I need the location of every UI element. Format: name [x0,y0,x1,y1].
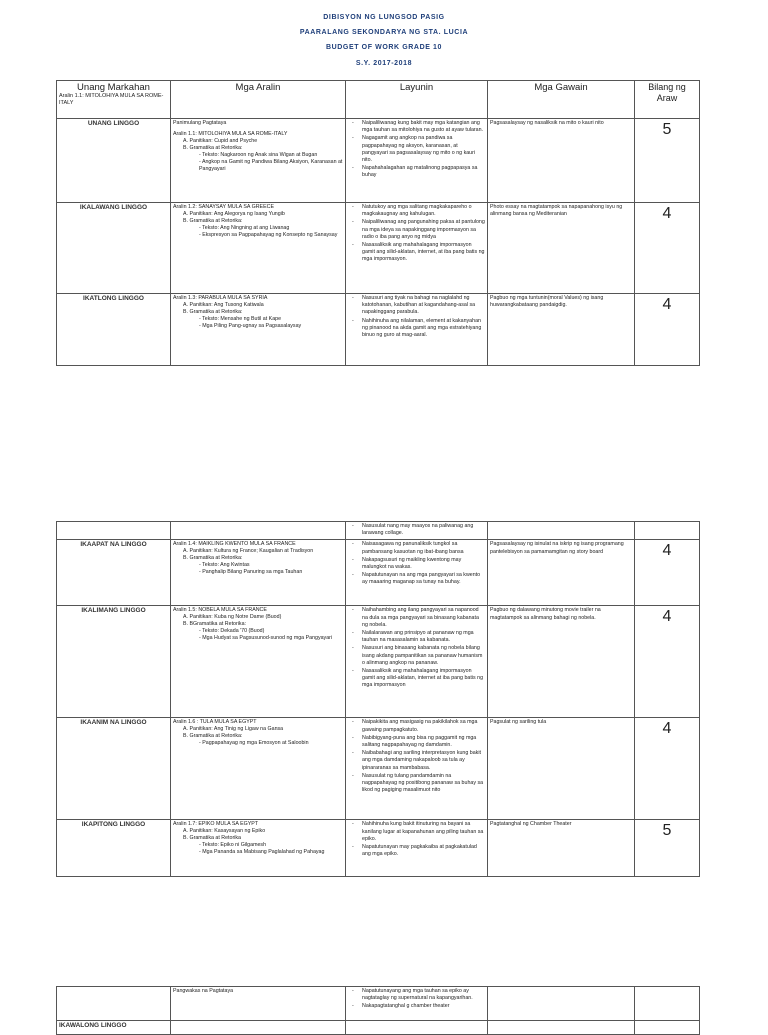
week-label: IKATLONG LINGGO [57,294,171,366]
empty-cell [488,987,635,1021]
col-header-quarter-sub: Aralin 1.1: MITOLOHIYA MULA SA ROME-ITALY [59,93,164,106]
lesson-cell: Aralin 1.6 : TULA MULA SA EGYPT A. Panitikan: Ang Tinig ng Ligaw na Gansa B. Gramatika at Retorika: - Pagpapahayag ng mga Emosyon at Saloobin [171,718,346,820]
days-cell: 4 [635,540,700,606]
budget-table-page3 [56,986,700,1035]
table-row [57,987,700,1021]
table-row [57,119,700,203]
objective-item: - Nasusulat ng tulang pandamdamin na nagpapahayag ng positibong pananaw sa buhay sa likod ng pagiging masalimuot nito [348,773,485,795]
objective-item: - Naipakikita ang masigasig na pakikilahok sa mga gawaing pampagkatuto. [348,719,485,733]
col-header-quarter: Unang Markahan Aralin 1.1: MITOLOHIYA MULA SA ROME-ITALY [57,81,171,119]
table-row [57,540,700,606]
objectives-cell [346,119,488,203]
lesson-cell: Aralin 1.7: EPIKO MULA SA EGYPT A. Panitikan: Kasaysayan ng Epiko B. Gramatika at Retorika - Teksto: Epiko ni Gilgamesh - Mga Pananda sa Mabisang Paglalahad ng Pahayag [171,820,346,877]
activity-cell: Pagsasalaysay ng nasaliksik na mito o kauri nito [488,119,635,203]
objective-item: - Napatutunayang ang mga tauhan sa epiko ay nagtataglay ng supernatural na kapangyarihan. [348,988,485,1002]
school-title: PAARALANG SEKONDARYA NG STA. LUCIA [299,29,469,36]
objective-item: - Nasusuri ang binasang kabanata ng nobela bilang isang akdang pampanitikan sa pananaw humanism o alinmang angkop na pananaw. [348,645,485,667]
objective-item: - Naibabahagi ang sariling interpretasyon kung bakit ang mga damdaming nakapaloob sa tula ay ipinararanas sa mambabasa. [348,750,485,772]
empty-cell [171,1021,346,1035]
empty-cell [57,522,171,540]
objective-item: - Nailalarawan ang prinsipyo at pananaw ng mga tauhan na masasalamin sa kabanata. [348,630,485,644]
col-header-lessons: Mga Aralin [171,81,346,119]
school-year: S.Y. 2017-2018 [355,60,413,67]
empty-cell [488,1021,635,1035]
activity-cell: Pagbuo ng dalawang minutong movie trailer na magtatampok sa alinmang bahagi ng nobela. [488,606,635,718]
activity-cell: Pagtatanghal ng Chamber Theater [488,820,635,877]
objectives-cell [346,718,488,820]
days-cell: 5 [635,119,700,203]
objective-item: - Naisasagawa ng panunaliksik tungkol sa pambansang kasuotan ng ibat-ibang bansa [348,541,485,555]
document-title: BUDGET OF WORK GRADE 10 [325,44,443,51]
col-header-activities: Mga Gawain [488,81,635,119]
objective-item: - Nagagamit ang angkop na pandiwa sa pagpapahayag ng aksyon, karanasan, at pangyayari sa pagsasalaysay ng mito o ng kauri nito. [348,135,485,164]
empty-cell [635,987,700,1021]
empty-cell [171,522,346,540]
table-row [57,820,700,877]
objective-item: - Nasasaliksik ang mahahalagang impormasyon gamit ang silid-aklatan, internet, at iba pang batis ng mga impormasyon. [348,242,485,264]
objective-item: - Naihahambing ang ilang pangyayari sa napanood na dula sa mga pangyayari sa binasang kabanata ng nobela. [348,607,485,629]
objective-item: - Napahahalagahan ag matalinong pagpapasya sa buhay [348,165,485,179]
objectives-cell [346,820,488,877]
table-row [57,522,700,540]
lesson-cell: Pangwakas na Pagtataya [171,987,346,1021]
days-cell: 5 [635,820,700,877]
week-label: IKALAWANG LINGGO [57,203,171,294]
objective-item: - Napatutunayan may pagkakaiba at pagkakatulad ang mga epiko. [348,844,485,858]
objectives-cell [346,987,488,1021]
empty-cell [57,987,171,1021]
table-row [57,294,700,366]
lesson-cell: Aralin 1.2: SANAYSAY MULA SA GREECE A. Panitikan: Ang Alegorya ng Isang Yungib B. Gramatika at Retorika: - Teksto: Ang Ningning at ang Liwanag - Ekspresyon sa Pagpapahayag ng Konsepto ng Sanaysay [171,203,346,294]
objective-item: - Nahihinuha kung bakit itinuturing na bayani sa kanilang lugar at kapanahunan ang piling tauhan sa epiko. [348,821,485,843]
objective-item: - Nasasaliksik ang mahahalagang impormasyon gamit ang silid-aklatan, internet at iba pang batis ng mga impormasyon [348,668,485,690]
week-label: IKAPITONG LINGGO [57,820,171,877]
empty-cell [635,1021,700,1035]
lesson-cell: Aralin 1.4: MAIKLING KWENTO MULA SA FRANCE A. Panitikan: Kultura ng France; Kaugalian at Tradisyon B. Gramatika at Retorika: - Teksto: Ang Kwintas - Panghalip Bilang Panuring sa mga Tauhan [171,540,346,606]
table-row [57,718,700,820]
table-row [57,606,700,718]
lesson-cell: Aralin 1.5: NOBELA MULA SA FRANCE A. Panitikan: Kuba ng Notre Dame (Buod) B. BGramatika at Retorika: - Teksto: Dekada '70 (Buod) - Mga Hudyat sa Pagsusunod-sunod ng mga Pangyayari [171,606,346,718]
objective-item: - Natutukoy ang mga salitang magkakapareho o magkakaugnay ang kahulugan. [348,204,485,218]
activity-cell: Photo essay na magtatampok sa napapanahong isyu ng alinmang bansa ng Mediteranian [488,203,635,294]
objectives-cell [346,522,488,540]
week-label: IKAWALONG LINGGO [57,1021,171,1035]
objective-item: - Nasusuri ang tiyak na bahagi na naglalahd ng katotohanan, kabutihan at kagandahang-asal sa napakinggang parabula. [348,295,485,317]
table-row [57,1021,700,1035]
empty-cell [488,522,635,540]
week-label: IKAAPAT NA LINGGO [57,540,171,606]
objective-item: - Nakapagtatanghal g chamber theater [348,1003,485,1010]
empty-cell [346,1021,488,1035]
lesson-cell: Panimulang Pagtataya Aralin 1.1: MITOLOHIYA MULA SA ROME-ITALY A. Panitikan: Cupid and Psyche B. Gramatika at Retorika: - Teksto: Nagkaroon ng Anak sina Wigan at Bugan - Angkop na Gamit ng Pandiwa Bilang Aksiyon, Karanasan at Pangyayari [171,119,346,203]
days-cell: 4 [635,294,700,366]
division-title: DIBISYON NG LUNGSOD PASIG [323,14,445,21]
week-label: UNANG LINGGO [57,119,171,203]
lesson-cell: Aralin 1.3: PARABULA MULA SA SYRIA A. Panitikan: Ang Tusong Katiwala B. Gramatika at Retorika: - Teksto: Mensahe ng Butil at Kape - Mga Piling Pang-ugnay sa Pagsasalaysay [171,294,346,366]
objective-item: - Nahihinuha ang nilalaman, element at kakanyahan ng pinanood na akda gamit ang mga estratehiyang binuo ng guro at mag-aaral. [348,318,485,340]
table-header-row [57,81,700,119]
col-header-objectives: Layunin [346,81,488,119]
budget-table-page1 [56,80,700,366]
days-cell: 4 [635,203,700,294]
days-cell: 4 [635,718,700,820]
objectives-cell [346,294,488,366]
objectives-cell [346,203,488,294]
table-row [57,203,700,294]
activity-cell: Pagbuo ng mga tuntunin(moral Values) ng isang huwarangkabataang pandaigdig. [488,294,635,366]
activity-cell: Pagsasalaysay ng isinulat na iskrip ng isang programang pantelebisyon sa pamamamgitan ng story board [488,540,635,606]
days-cell: 4 [635,606,700,718]
objective-item: - Naipaliliwanag ang pangunahing paksa at pantulong na mga ideya sa napakinggang impormasyon sa radio o iba pang anyo ng midya [348,219,485,241]
objectives-cell [346,540,488,606]
week-label: IKAANIM NA LINGGO [57,718,171,820]
week-label: IKALIMANG LINGGO [57,606,171,718]
empty-cell [635,522,700,540]
objective-item: - Nasusulat nang may maayos na paliwanag ang larawang collage. [348,523,485,537]
objective-item: - Nakapagsusuri ng maikling kwentong may malungkot na wakas. [348,557,485,571]
col-header-days: Bilang ng Araw [635,81,700,119]
budget-table-page2 [56,521,700,877]
objective-item: - Naipaliliwanag kung bakit may mga katangian ang mga tauhan sa mitolohiya na gusto at ayaw tularan. [348,120,485,134]
objective-item: - Napatutunayan na ang mga pangyayari sa kwento ay maaaring maganap sa tunay na buhay. [348,572,485,586]
objectives-cell [346,606,488,718]
objective-item: - Nabibigyang-puna ang bisa ng paggamit ng mga salitang nagpapahayag ng damdamin. [348,735,485,749]
activity-cell: Pagsulat ng sariling tula [488,718,635,820]
